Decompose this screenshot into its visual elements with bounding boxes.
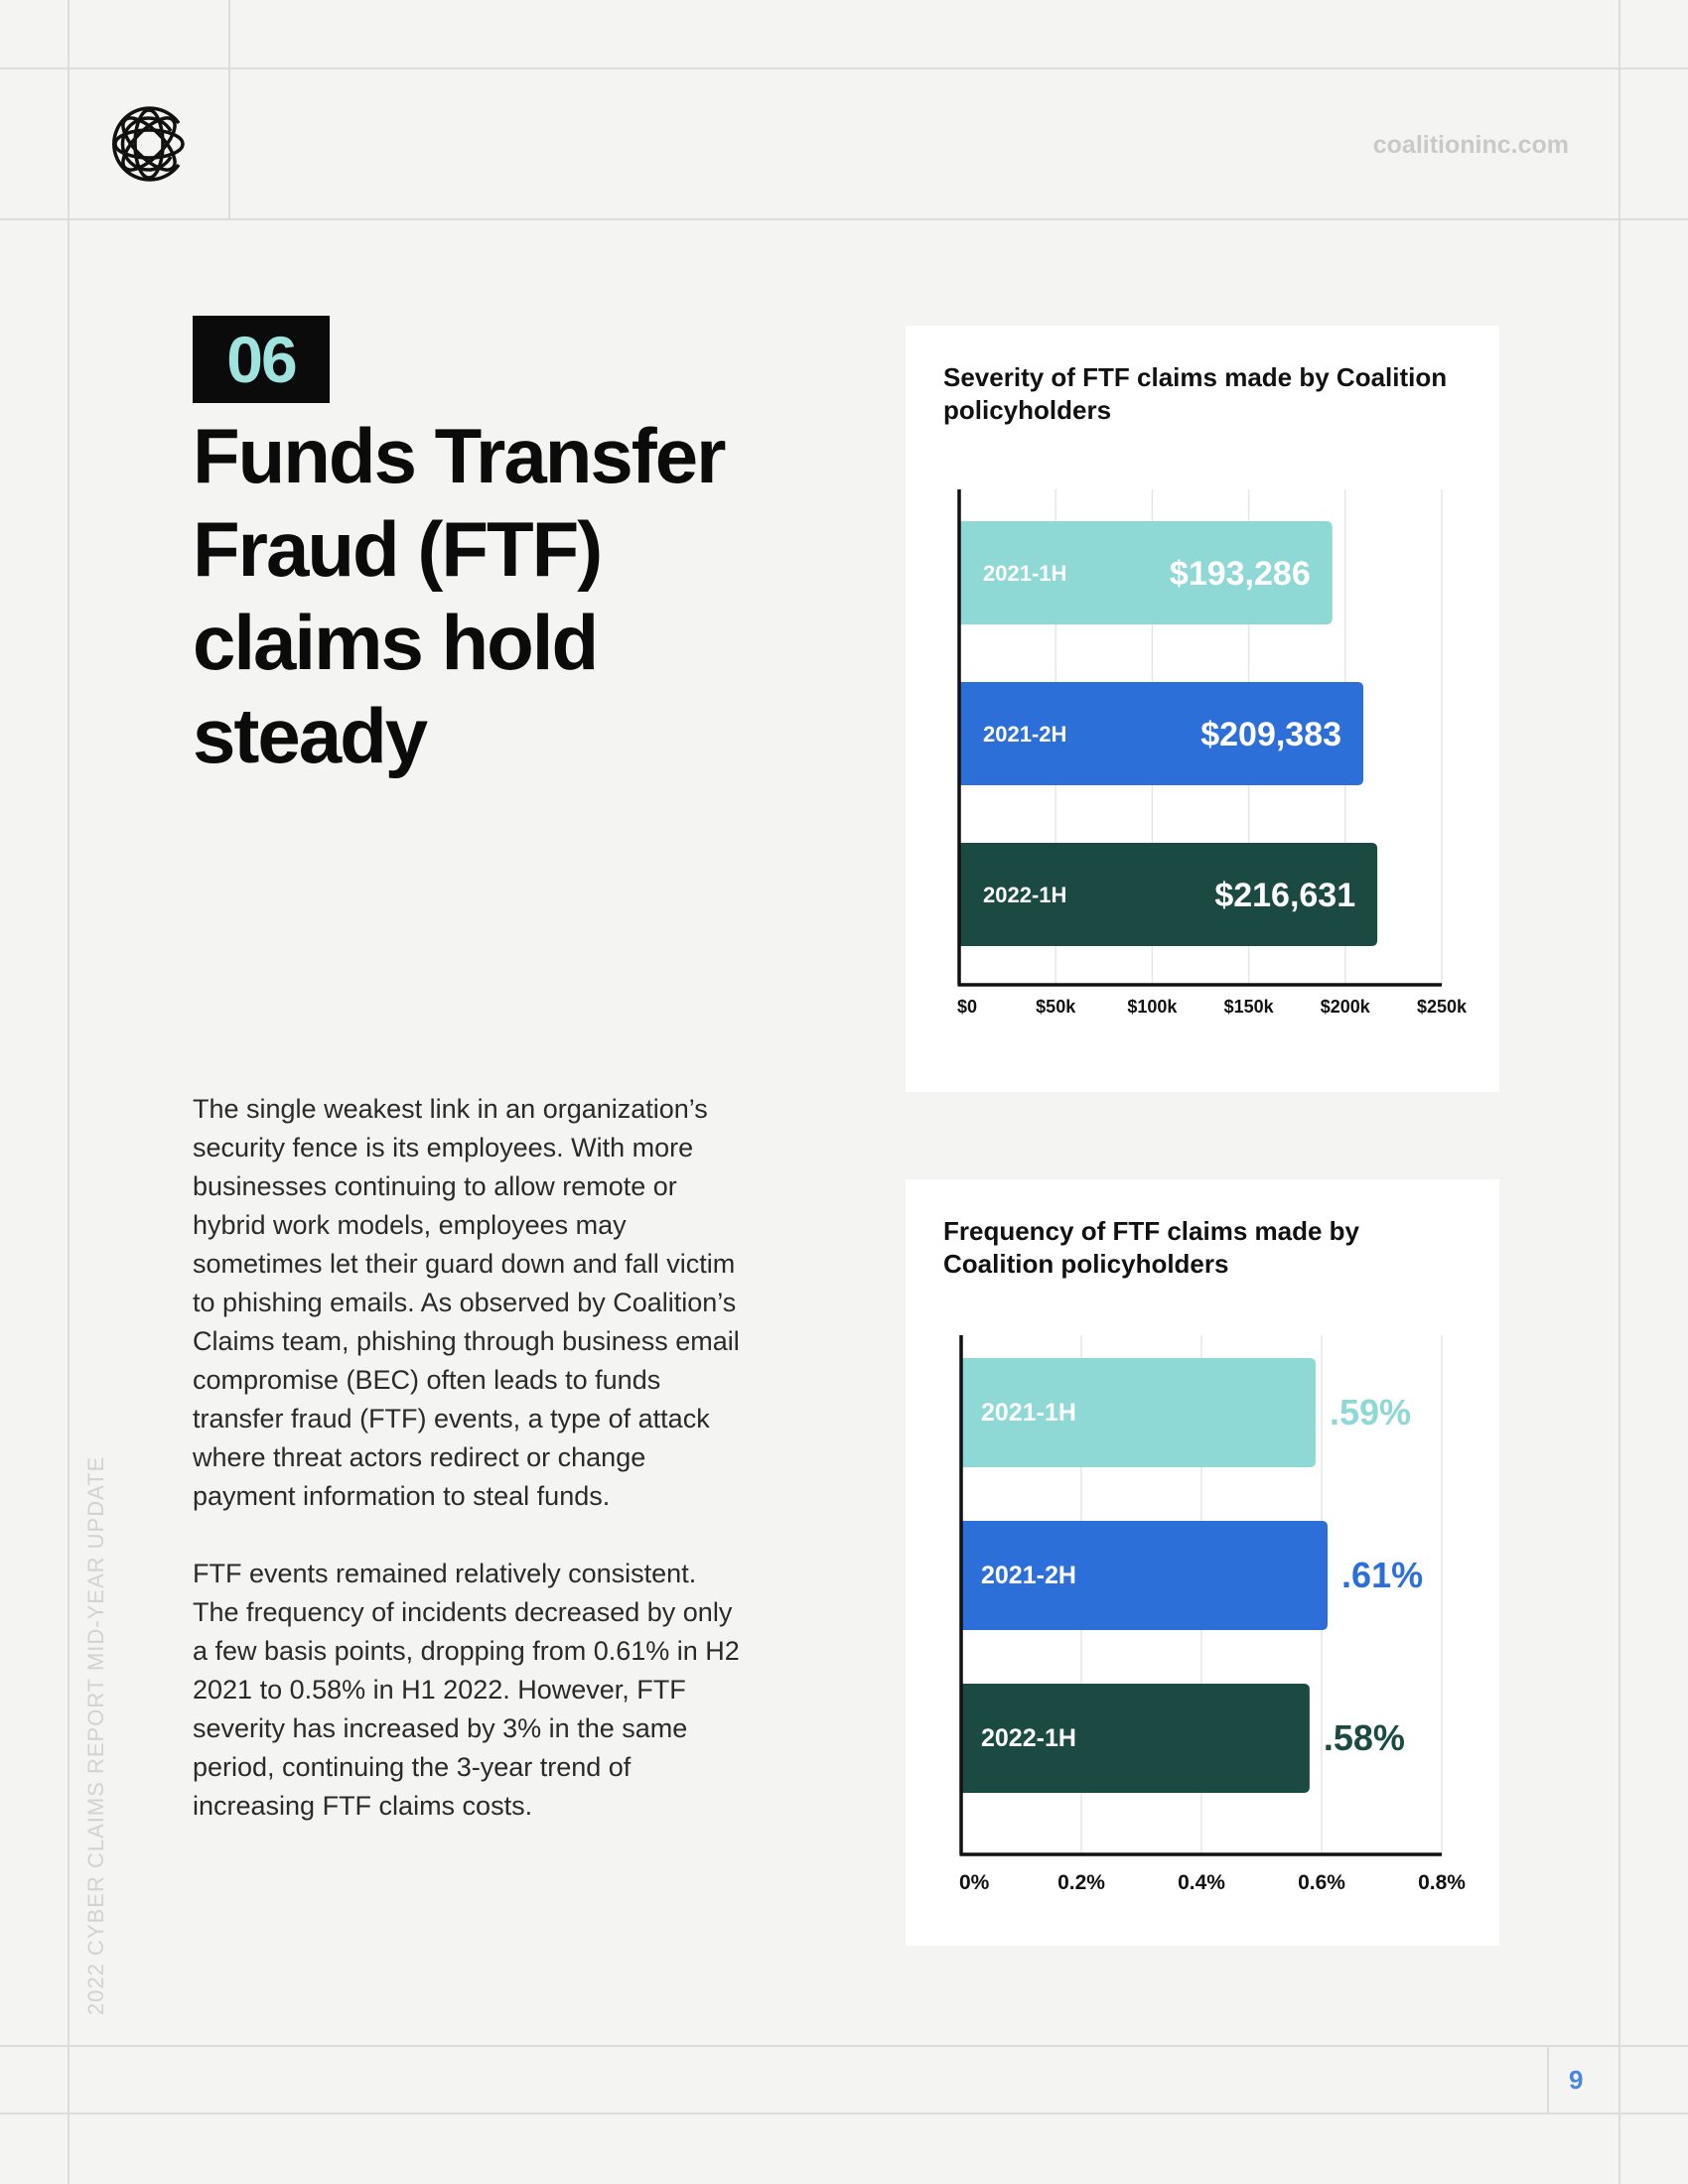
body-text bbox=[193, 1090, 749, 1864]
grid-line bbox=[0, 2045, 1688, 2047]
chart-title: Frequency of FTF claims made by Coalition policyholders bbox=[943, 1216, 1359, 1279]
tick-label: 0.2% bbox=[1057, 1871, 1105, 1894]
tick-label: 0.8% bbox=[1418, 1871, 1466, 1894]
data-label: $209,383 bbox=[1200, 716, 1342, 753]
category-label: 2021-2H bbox=[983, 722, 1067, 747]
body-paragraph: The single weakest link in an organization’s security fence is its employees. With more businesses continuing to allow remote or hybrid work models, employees may sometimes let their guard down and fall victim to phishing emails. As observed by Coalition’s Claims team, phishing through business email compromise (BEC) often leads to funds transfer fraud (FTF) events, a type of attack where threat actors redirect or change payment information to steal funds. bbox=[193, 1094, 740, 1511]
data-label: $193,286 bbox=[1169, 555, 1311, 593]
data-label: $216,631 bbox=[1214, 877, 1356, 914]
tick-label: $200k bbox=[1320, 997, 1370, 1017]
page-title: Funds Transfer Fraud (FTF) claims hold steady bbox=[193, 412, 725, 779]
tick-label: 0.6% bbox=[1298, 1871, 1345, 1894]
tick-label: 0.4% bbox=[1178, 1871, 1225, 1894]
page-number: 9 bbox=[1569, 2065, 1584, 2095]
category-label: 2021-1H bbox=[983, 561, 1067, 586]
severity-chart-card bbox=[906, 326, 1499, 1092]
grid-line bbox=[0, 2113, 1688, 2115]
data-label: .58% bbox=[1323, 1717, 1405, 1758]
grid-line bbox=[1547, 2045, 1549, 2115]
tick-label: 0% bbox=[959, 1871, 990, 1894]
tick-label: $50k bbox=[1036, 997, 1076, 1017]
grid-line bbox=[0, 218, 1688, 220]
coalition-logo-icon bbox=[109, 99, 193, 189]
chart-title: Severity of FTF claims made by Coalition policyholders bbox=[943, 362, 1448, 425]
grid-line bbox=[1618, 0, 1620, 2184]
body-paragraph: FTF events remained relatively consistent. The frequency of incidents decreased by only a few basis points, dropping from 0.61% in H2 2021 to 0.58% in H1 2022. However, FTF severity has increased by 3% in the same period, continuing the 3-year trend of increasing FTF claims costs. bbox=[193, 1559, 740, 1821]
site-url[interactable]: coalitioninc.com bbox=[1372, 131, 1569, 159]
report-side-label: 2022 CYBER CLAIMS REPORT MID-YEAR UPDATE bbox=[83, 1455, 108, 2015]
category-label: 2022-1H bbox=[981, 1724, 1076, 1752]
tick-label: $0 bbox=[957, 997, 978, 1017]
category-label: 2021-1H bbox=[981, 1399, 1076, 1427]
category-label: 2022-1H bbox=[983, 883, 1067, 907]
grid-line bbox=[0, 68, 1688, 69]
frequency-chart-card bbox=[906, 1179, 1499, 1946]
data-label: .61% bbox=[1341, 1555, 1424, 1595]
tick-label: $150k bbox=[1223, 997, 1274, 1017]
severity-chart bbox=[906, 326, 1499, 1092]
tick-label: $100k bbox=[1127, 997, 1178, 1017]
frequency-chart bbox=[906, 1179, 1499, 1946]
grid-line bbox=[228, 0, 230, 220]
data-label: .59% bbox=[1329, 1392, 1412, 1433]
section-number: 06 bbox=[193, 316, 330, 403]
tick-label: $250k bbox=[1416, 997, 1468, 1017]
category-label: 2021-2H bbox=[981, 1562, 1076, 1589]
grid-line bbox=[68, 0, 70, 2184]
